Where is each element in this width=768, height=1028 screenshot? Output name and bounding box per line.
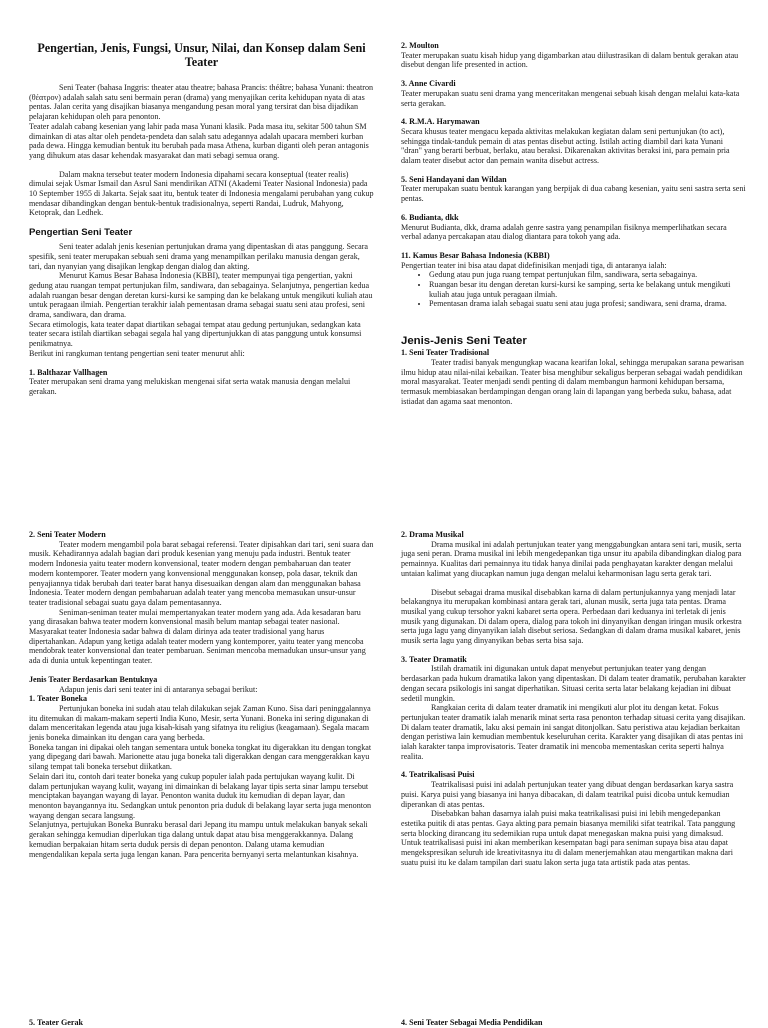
subsection-heading: Jenis Teater Berdasarkan Bentuknya: [29, 674, 158, 684]
subsection-heading: 1. Seni Teater Tradisional: [401, 348, 490, 358]
expert-heading: 6. Budianta, dkk: [401, 212, 459, 222]
subsection-heading: 2. Drama Musikal: [401, 530, 464, 539]
pengertian-paragraph: Menurut Kamus Besar Bahasa Indonesia (KBBI), teater mempunyai tiga pengertian, yakni gedung atau ruangan tempat pertunjukan film, sandiwara, dan sebagainya. Selanjutnya, pengertian kedua adalah ruangan besar dengan deretan kursi-kursi ke samping dan ke belakang untuk mengikuti kuliah atau untuk peragaan ilmiah. Pengertian terakhir ialah pementasan drama sebagai suatu seni atau profesi, seni drama, sandiwara, dan drama.: [29, 271, 373, 320]
pengertian-paragraph: Secara etimologis, kata teater dapat diartikan sebagai tempat atau gedung pertunjukan, sedangkan kata teater secara istilah diartikan sebagai segala hal yang dipertunjukkan di atas panggung untuk konsumsi penikmatnya.: [29, 319, 362, 349]
bentuk-intro: Adapun jenis dari seni teater ini di antaranya sebagai berikut:: [59, 684, 258, 694]
page1-right-column: [401, 41, 746, 406]
page3-right-column: [401, 1018, 746, 1028]
expert-definition: Pengertian teater ini bisa atau dapat didefinisikan menjadi tiga, di antaranya ialah:: [401, 260, 667, 270]
expert-heading: 11. Kamus Besar Bahasa Indonesia (KBBI): [401, 250, 550, 260]
expert-heading: 2. Moulton: [401, 41, 439, 50]
section-heading-pengertian: Pengertian Seni Teater: [29, 227, 133, 239]
list-item: • Ruangan besar itu dengan deretan kursi-kursi ke samping, serta ke belakang untuk mengikuti kuliah atau juga untuk peragaan ilmiah.: [429, 280, 746, 299]
subsection-heading: 1. Teater Boneka: [29, 694, 88, 704]
modern-paragraph: Seniman-seniman teater mulai mempertanyakan teater modern yang ada. Ada kesadaran baru yang dirasakan bahwa teater modern konvensional masih belum mantap sebagai teater nasional. Masyarakat teater Indonesia sadar bahwa di dalam dirinya ada teater tradisional yang harus dipertahankan. Adapun yang ketiga adalah teater modern yang kontemporer, yaitu teater yang mencoba mendobrak teater konvensional dan teater pembaruan. Seniman mencoba memadukan unsur-unsur yang ada di dunia untuk kepentingan teater.: [29, 607, 366, 666]
expert-heading: 4. R.M.A. Harymawan: [401, 117, 480, 127]
subsection-heading: 3. Teater Dramatik: [401, 654, 467, 664]
subsection-heading: 4. Seni Teater Sebagai Media Pendidikan: [401, 1018, 543, 1027]
page2-left-column: [29, 530, 374, 859]
expert-definition: Menurut Budianta, dkk, drama adalah genre sastra yang penampilan fisiknya memperlihatkan secara verbal adanya percakapan atau dialog diantara para tokoh yang ada.: [401, 222, 727, 242]
expert-definition: Teater merupakan seni drama yang melukiskan mengenai sifat serta watak manusia dengan melalui gerakan.: [29, 377, 351, 396]
dramatik-paragraph: Rangkaian cerita di dalam teater dramatik ini mengikuti alur plot itu dengan ketat. Fokus pertunjukan teater dramatik ialah menarik minat serta rasa penonton terhadap situasi cerita yang disajikan. Di dalam teater dramatik, laku aksi pemain ini sangat ditonjolkan. Satu peristiwa atau kejadian berkaitan dengan peristiwa lain kemudian membentuk keseluruhan cerita. Karakter yang disajikan di atas pentas ini ialah karakter tanpa improvisatoris. Teater dramatik ini mencoba mementaskan cerita seperti halnya realita.: [401, 703, 746, 761]
expert-heading: 3. Anne Civardi: [401, 79, 456, 89]
boneka-paragraph: Selain dari itu, contoh dari teater boneka yang cukup populer ialah pada pertujukan wayang kulit. Di dalam pertunjukan wayang kulit, wayang ini dimainkan di belakang layar tipis serta sinar lampu tersebut menciptakan bayangan wayang di layar. Penonton wanita duduk itu kemudian di depan layar, dan menonton bayangannya itu. Sedangkan untuk penonton pria duduk di belakang layar serta juga menonton wayang dengan secara langsung.: [29, 771, 372, 820]
subsection-heading: 5. Teater Gerak: [29, 1018, 84, 1027]
pengertian-paragraph: Berikut ini rangkuman tentang pengertian seni teater menurut ahli:: [29, 348, 245, 358]
subsection-heading: 4. Teatrikalisasi Puisi: [401, 770, 475, 780]
page3-left-column: [29, 1018, 374, 1028]
list-item: • Gedung atau pun juga ruang tempat pertunjukan film, sandiwara, serta sebagainya.: [429, 270, 746, 280]
musikal-paragraph: Drama musikal ini adalah pertunjukan teater yang menggabungkan antara seni tari, musik, serta juga seni peran. Drama musikal ini lebih mengedepankan tiga unsur itu apabila dibandingkan dialog para pemainnya. Kualitas dari pemainnya itu tidak hanya dinilai pada penghayatan karakter dengan melalui untaian kalimat yang diucapkan namun juga dengan melalui keharmonisan lagu serta gerak tari.: [401, 539, 742, 578]
intro-paragraph: Seni Teater (bahasa Inggris: theater atau theatre; bahasa Prancis: théâtre; bahasa Yunani: theatron (θέατρον) adalah salah satu seni bermain peran (drama) yang menyajikan cerita kehidupan nyata di atas pentas. Jalan cerita yang disajikan biasanya mengandung pesan moral yang tersirat dan bisa dijadikan pelajaran kehidupan oleh para penonton.: [29, 83, 374, 122]
boneka-paragraph: Boneka tangan ini dipakai oleh tangan sementara untuk boneka tongkat itu digerakkan itu dengan tongkat yang dipegang dari bawah. Marionette atau juga boneka tali digerakkan dengan cara menggerakkan kayu silang tempat tali boneka tersebut diikatkan.: [29, 742, 372, 772]
list-item: • Pementasan drama ialah sebagai suatu seni atau juga profesi; sandiwara, seni drama, drama.: [429, 299, 746, 309]
intro-paragraph: Teater adalah cabang kesenian yang lahir pada masa Yunani klasik. Pada masa itu, sekitar 500 tahun SM dimainkan di atas altar oleh pendeta-pendeta dan salah satu adegannya adalah upacara memberi kurban pada dewa. Hingga kemudian bentuk itu berubah pada masa Athena, kurban diganti oleh peran antagonis yang dihukum atas dasar kehendak masyarakat dan mati sebagi semua orang.: [29, 121, 369, 160]
expert-definition: Teater merupakan suatu kisah hidup yang digambarkan atau diilustrasikan di dalam bentuk gerakan atau disebut dengan life presented in action.: [401, 50, 739, 70]
expert-definition: Teater merupakan suatu seni drama yang menceritakan mengenai sebuah kisah dengan melalui kata-kata serta gerakan.: [401, 88, 740, 108]
musikal-paragraph: Disebut sebagai drama musikal disebabkan karna di dalam pertunjukannya yang menjadi latar belakangnya itu merupakan kombinasi antara gerak tari, alunan musik, serta juga tata pentas. Drama musikal yang cukup tersohor yakni kabaret serta opera. Perbedaan dari keduanya ini terletak di jenis musik yang digunakan. Di dalam opera, dialog para tokoh ini dinyanyikan dengan iringan musik orkestra serta juga lagu yang dinyanyikan ialah disebut seriosa. Sedangkan di dalam drama musikal kabaret, jenis musik serta lagu yang dinyanyikan bebas serta bisa saja.: [401, 587, 742, 646]
modern-paragraph: Teater modern mengambil pola barat sebagai referensi. Teater dipisahkan dari tari, seni suara dan musik. Kehadirannya adalah bagian dari produk kesenian yang menuju pada industri. Bentuk teater modern Indonesia yaitu teater modern konvensional, teater modern dengan pembaharuan dan teater modern kontemporer. Teater modern yang konvensional menggunakan konsep, pola dasar, teknik dan penyajiannya tidak berubah dari teater barat hanya disesuaikan dengan alam dan menggunakan bahasa Indonesia. Teater modern dengan pembaharuan adalah teater yang mencoba memasukan unsur-unsur teater tradisional sebagai suatu gaya dalam pementasannya.: [29, 539, 374, 607]
puisi-paragraph: Teatrikalisasi puisi ini adalah pertunjukan teater yang dibuat dengan berdasarkan karya sastra puisi. Karya puisi yang biasanya ini hanya dibacakan, di dalam teatrikal puisi dicoba untuk kemudian diperankan di atas pentas.: [401, 780, 734, 809]
boneka-paragraph: Selanjutnya, pertujukan Boneka Bunraku berasal dari Jepang itu mampu untuk melakukan banyak sekali gerakan sehingga kemudian diperlukan tiga dalang untuk dapat atau bisa menggerakkannya. Dalang kemudian berpakaian hitam serta duduk persis di depan penonton. Dalang utama kemudian mengendalikan kepala serta juga lengan kanan. Para pencerita bernyanyi serta melantunkan kisahnya.: [29, 820, 368, 859]
section-heading-jenis: Jenis-Jenis Seni Teater: [401, 335, 527, 348]
boneka-paragraph: Pertunjukan boneka ini sudah atau telah dilakukan sejak Zaman Kuno. Sisa dari peninggalannya itu ditemukan di makam-makam seperti India Kuno, Mesir, serta Yunani. Boneka ini sering digunakan di dalam menceritakan legenda atau juga kisah-kisah yang sifatnya itu religius (keagamaan). Segala macam jenis boneka dimainkan itu dengan cara yang berbeda.: [29, 703, 371, 743]
document-title: Pengertian, Jenis, Fungsi, Unsur, Nilai, dan Konsep dalam Seni Teater: [37, 41, 366, 69]
page1-left-column: [29, 41, 374, 397]
expert-definition: Secara khusus teater mengacu kepada aktivitas melakukan kegiatan dalam seni pertunjukan (to act), sehingga tindak-tanduk pemain di atas pentas disebut acting. Istilah acting diambil dari kata Yunani "dran" yang berarti berbuat, berlaku, atau beraksi. Dikarenakan aktivitas beraksi ini, para pemain pria dalam teater disebut actor dan pemain wanita disebut actress.: [401, 126, 730, 166]
kbbi-list: [401, 270, 746, 309]
page2-right-column: [401, 530, 746, 868]
intro-paragraph: Dalam makna tersebut teater modern Indonesia dipahami secara konseptual (teater realis) dimulai sejak Usmar Ismail dan Asrul Sani mendirikan ATNI (Akademi Teater Nasional Indonesia) pada 10 September 1955 di Jakarta. Sejak saat itu, bentuk teater di Indonesia mengalami perubahan yang cukup mendasar dibandingkan dengan bentuk-bentuk tradisionalnya, seperti Randai, Ludruk, Mahyong, Ketoprak, dan Ledhek.: [29, 169, 374, 218]
puisi-paragraph: Disebabkan bahan dasarnya ialah puisi maka teatrikalisasi puisi ini lebih mengedepankan estetika puitik di atas pentas. Gaya akting para pemain biasanya memiliki sifat teatrikal. Tata panggung serta blocking dirancang itu sedemikian rupa untuk dapat menegaskan makna puisi yang dimaksud.: [401, 809, 736, 838]
jenis-paragraph: Teater tradisi banyak mengungkap wacana kearifan lokal, sehingga merupakan sarana pewarisan ilmu hidup atau nilai-nilai kebaikan. Teater bisa menghibur sekaligus berperan sebagai wadah pendidikan moral masyarakat. Teater menjadi sendi penting di dalam membangun harmoni kehidupan bersama, termasuk membiasakan berdampingan dengan orang lain di lapangan yang berbeda suku, bahasa, adat istiadat dan agama saat menonton.: [401, 357, 744, 406]
expert-heading: 5. Seni Handayani dan Wildan: [401, 174, 507, 184]
subsection-heading: 2. Seni Teater Modern: [29, 530, 106, 539]
pengertian-paragraph: Seni teater adalah jenis kesenian pertunjukan drama yang dipentaskan di atas panggung. Secara spesifik, seni teater merupakan sebuah seni drama yang menampilkan perilaku manusia dengan gerak, tari, dan nyanyian yang disajikan lengkap dengan dialog dan akting.: [29, 242, 369, 271]
dramatik-paragraph: Istilah dramatik ini digunakan untuk dapat menyebut pertunjukan teater yang dengan berdasarkan pada hukum dramatika lakon yang dipentaskan. Di dalam teater dramatik, perubahan karakter dengan secara psikologis ini sangat diperhatikan. Situasi cerita serta latar belakang kejadian ini dibuat sedetil mungkin.: [401, 664, 746, 703]
expert-heading: 1. Balthazar Vallhagen: [29, 367, 108, 377]
expert-definition: Teater merupakan suatu bentuk karangan yang berpijak di dua cabang kesenian, yaitu seni sastra serta seni pentas.: [401, 184, 746, 204]
puisi-paragraph: Untuk teatrikalisasi puisi ini akan memberikan kesempatan bagi para seniman supaya bisa atau dapat mengekspresikan seluruh ide kreativitasnya itu di dalam menerjemahkan atau mengartikan makna dari suatu puisi itu ke dalam tampilan dari suatu lakon serta juga tata artistik pada atas pentas.: [401, 838, 733, 867]
